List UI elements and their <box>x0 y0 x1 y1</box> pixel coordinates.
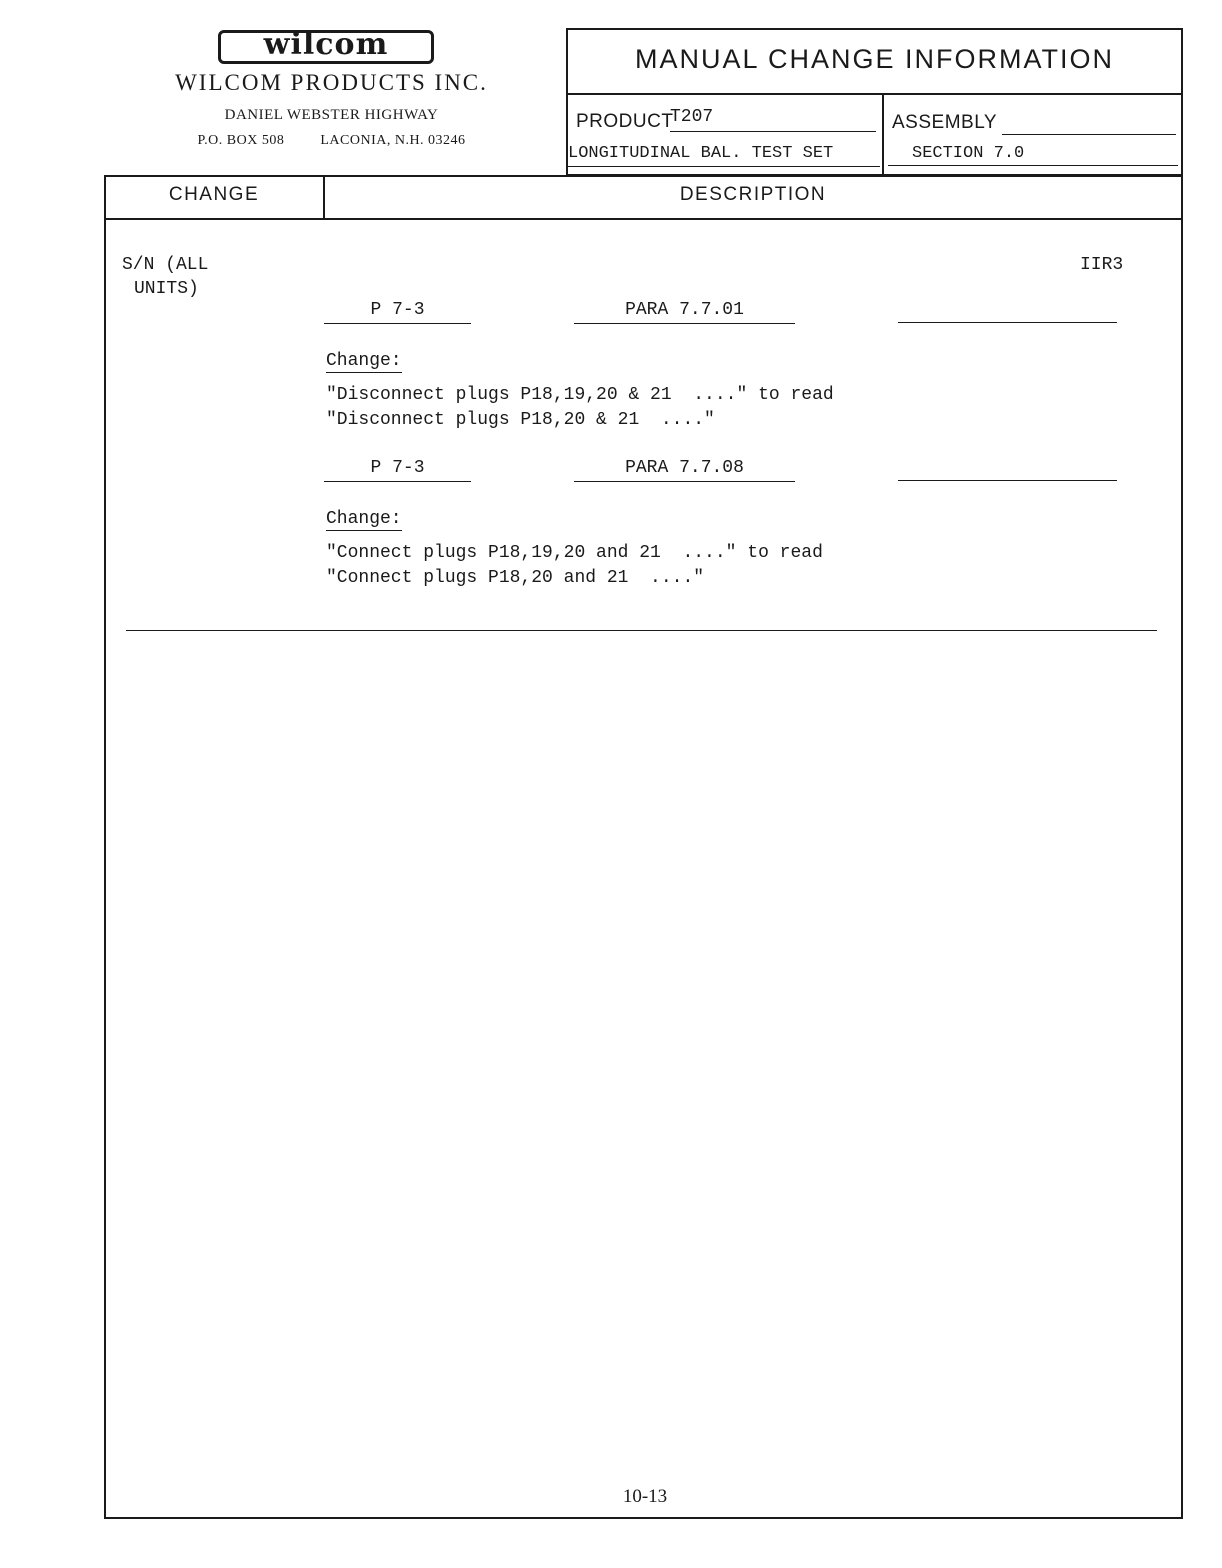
change-2-page-ref: P 7-3 <box>324 458 471 482</box>
product-description: LONGITUDINAL BAL. TEST SET <box>568 144 880 167</box>
address-po-city <box>104 133 559 149</box>
form-title: MANUAL CHANGE INFORMATION <box>634 44 1115 74</box>
header-divider <box>566 93 1183 95</box>
product-value: T207 <box>670 107 714 127</box>
issue-code: IIR3 <box>1080 255 1124 275</box>
change-2-to-text: "Connect plugs P18,20 and 21 ...." <box>326 568 705 588</box>
entry-end-rule <box>126 630 1157 631</box>
change-1-para-ref: PARA 7.7.01 <box>574 300 795 324</box>
change-2-para-ref: PARA 7.7.08 <box>574 458 795 482</box>
change-1-label: Change: <box>326 351 402 371</box>
address-po-box: P.O. BOX 508 <box>197 133 285 148</box>
logo-text: wilcom <box>263 27 389 62</box>
address-city: LACONIA, N.H. 03246 <box>320 133 466 148</box>
product-label: PRODUCT <box>576 111 674 132</box>
change-1-page-ref: P 7-3 <box>324 300 471 324</box>
address-street: DANIEL WEBSTER HIGHWAY <box>224 107 439 123</box>
serial-scope-line1: S/N (ALL <box>122 255 209 275</box>
change-2-from-text: "Connect plugs P18,19,20 and 21 ...." to read <box>326 543 823 563</box>
form-frame <box>104 175 1183 1519</box>
change-1-to-text: "Disconnect plugs P18,20 & 21 ...." <box>326 410 715 430</box>
section-value: SECTION 7.0 <box>912 144 1025 163</box>
section-field <box>888 144 1178 166</box>
column-header-description: DESCRIPTION <box>679 184 827 205</box>
change-2-label: Change: <box>326 509 402 529</box>
column-header-divider <box>104 218 1183 220</box>
change-1-from-text: "Disconnect plugs P18,19,20 & 21 ...." to read <box>326 385 834 405</box>
company-name: WILCOM PRODUCTS INC. <box>175 70 488 95</box>
company-logo <box>218 27 434 64</box>
assembly-label: ASSEMBLY <box>892 112 998 133</box>
change-1-blank-field <box>898 322 1117 323</box>
assembly-field <box>1002 110 1176 135</box>
header-column-divider <box>882 93 884 176</box>
page-number: 10-13 <box>622 1486 668 1507</box>
column-header-change: CHANGE <box>168 184 260 205</box>
change-2-blank-field <box>898 480 1117 481</box>
product-field <box>670 107 876 132</box>
serial-scope-line2: UNITS) <box>134 279 199 299</box>
